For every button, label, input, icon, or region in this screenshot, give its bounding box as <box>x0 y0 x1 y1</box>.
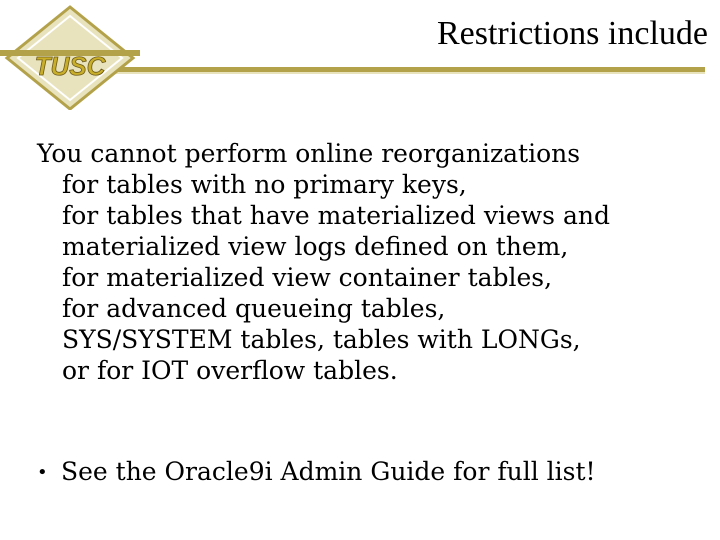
list-item: SYS/SYSTEM tables, tables with LONGs, <box>62 325 581 354</box>
slide-title: Restrictions include <box>436 15 708 52</box>
list-item: for materialized view container tables, <box>62 263 553 292</box>
list-item: materialized view logs defined on them, <box>62 232 569 261</box>
list-item: for tables that have materialized views and <box>62 201 610 230</box>
list-item: for tables with no primary keys, <box>62 170 467 199</box>
list-item: for advanced queueing tables, <box>62 294 446 323</box>
header-rule <box>100 67 705 72</box>
bullet-icon: • <box>37 462 48 483</box>
restriction-list <box>37 169 707 386</box>
admin-guide-note <box>37 456 596 488</box>
note-text: See the Oracle9i Admin Guide for full list! <box>61 457 596 486</box>
intro-line: You cannot perform online reorganizations <box>37 139 581 168</box>
logo-text: TUSC <box>34 51 106 81</box>
list-item: or for IOT overflow tables. <box>62 356 398 385</box>
slide-body <box>37 138 707 386</box>
